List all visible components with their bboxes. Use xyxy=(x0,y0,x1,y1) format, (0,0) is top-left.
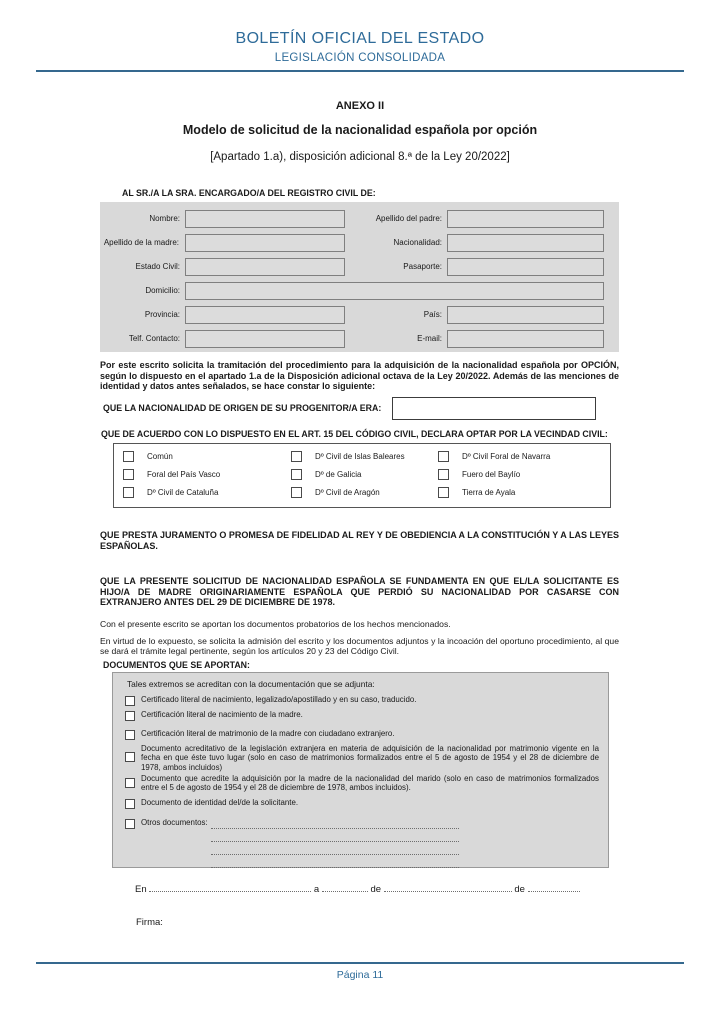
estado-civil-label: Estado Civil: xyxy=(135,262,180,271)
otros-documentos-line-3[interactable] xyxy=(211,844,459,855)
checkbox-icon[interactable] xyxy=(125,819,135,829)
documentos-intro: Tales extremos se acreditan con la documentación que se adjunta: xyxy=(127,679,375,689)
page-title: Modelo de solicitud de la nacionalidad española por opción xyxy=(182,123,538,137)
domicilio-input[interactable] xyxy=(185,282,604,300)
form-row xyxy=(100,282,619,300)
date-connector-a: a xyxy=(313,884,320,895)
documentos-box xyxy=(112,672,609,868)
date-connector-de2: de xyxy=(514,884,525,895)
aportan-paragraph: Con el presente escrito se aportan los documentos probatorios de los hechos mencionados. xyxy=(100,619,451,629)
apellido-padre-label: Apellido del padre: xyxy=(375,214,442,223)
firma-label: Firma: xyxy=(136,917,163,928)
apellido-madre-label: Apellido de la madre: xyxy=(103,238,179,247)
checkbox-icon[interactable] xyxy=(125,752,135,762)
day-fill-line[interactable] xyxy=(322,882,368,892)
vecindad-option-pais-vasco[interactable]: Foral del País Vasco xyxy=(123,469,291,480)
anexo-heading: ANEXO II xyxy=(335,100,385,112)
estado-civil-input[interactable] xyxy=(185,258,345,276)
telf-contacto-input[interactable] xyxy=(185,330,345,348)
form-row xyxy=(100,234,619,252)
boe-masthead-title: BOLETÍN OFICIAL DEL ESTADO xyxy=(235,30,485,47)
pais-input[interactable] xyxy=(447,306,604,324)
intro-paragraph: Por este escrito solicita la tramitación del procedimiento para la adquisición de la nacionalidad española por OPCIÓN, según lo dispuesto en el apartado 1.a de la Disposición adicional octava de la Ley 20/2022. Además de las menciones de identidad y datos antes señalados, se hace constar lo siguiente: xyxy=(100,360,619,392)
vecindad-option-navarra[interactable]: Dº Civil Foral de Navarra xyxy=(438,451,610,462)
vecindad-options-box xyxy=(113,443,611,508)
date-prefix: En xyxy=(135,884,147,895)
month-fill-line[interactable] xyxy=(384,882,512,892)
doc-item-adquisicion-nacionalidad-marido[interactable]: Documento que acredite la adquisición por la madre de la nacionalidad del marido (solo en caso de matrimonios formalizados entre el 5 de agosto de 1954 y el 28 de diciembre de 1978, ambos incluidos). xyxy=(125,774,599,793)
nacionalidad-label: Nacionalidad: xyxy=(393,238,442,247)
doc-item-certificado-nacimiento[interactable]: Certificado literal de nacimiento, legalizado/apostillado y en su caso, traducido. xyxy=(125,695,599,706)
checkbox-icon[interactable] xyxy=(123,451,134,462)
otros-documentos-line-4[interactable] xyxy=(211,857,459,868)
pais-label: País: xyxy=(423,310,442,319)
checkbox-icon[interactable] xyxy=(438,487,449,498)
checkbox-icon[interactable] xyxy=(125,799,135,809)
telf-contacto-label: Telf. Contacto: xyxy=(128,334,180,343)
footer-rule xyxy=(36,962,684,964)
origen-label: QUE LA NACIONALIDAD DE ORIGEN DE SU PROGENITOR/A ERA: xyxy=(103,403,382,413)
checkbox-icon[interactable] xyxy=(438,469,449,480)
form-row xyxy=(100,306,619,324)
nombre-input[interactable] xyxy=(185,210,345,228)
checkbox-icon[interactable] xyxy=(123,487,134,498)
domicilio-label: Domicilio: xyxy=(145,286,180,295)
provincia-label: Provincia: xyxy=(144,310,180,319)
form-row xyxy=(100,210,619,228)
nombre-label: Nombre: xyxy=(149,214,180,223)
vecindad-option-galicia[interactable]: Dº de Galicia xyxy=(291,469,438,480)
date-line xyxy=(135,882,580,895)
vecindad-option-baleares[interactable]: Dº Civil de Islas Baleares xyxy=(291,451,438,462)
doc-item-certificacion-matrimonio[interactable]: Certificación literal de matrimonio de la madre con ciudadano extranjero. xyxy=(125,729,599,740)
page-number: Página 11 xyxy=(336,969,384,981)
checkbox-icon[interactable] xyxy=(125,730,135,740)
otros-documentos-line-1[interactable] xyxy=(211,818,459,829)
email-input[interactable] xyxy=(447,330,604,348)
fundamento-paragraph: QUE LA PRESENTE SOLICITUD DE NACIONALIDAD ESPAÑOLA SE FUNDAMENTA EN QUE EL/LA SOLICITANTE ES HIJO/A DE MADRE ORIGINARIAMENTE ESPAÑOLA QUE PERDIÓ SU NACIONALIDAD POR CASARSE CON EXTRANJERO ANTES DEL 29 DE DICIEMBRE DE 1978. xyxy=(100,576,619,608)
vecindad-heading: QUE DE ACUERDO CON LO DISPUESTO EN EL ART. 15 DEL CÓDIGO CIVIL, DECLARA OPTAR POR LA VECINDAD CIVIL: xyxy=(101,429,608,439)
checkbox-icon[interactable] xyxy=(125,778,135,788)
origen-input[interactable] xyxy=(392,397,596,420)
juramento-paragraph: QUE PRESTA JURAMENTO O PROMESA DE FIDELIDAD AL REY Y DE OBEDIENCIA A LA CONSTITUCIÓN Y A LAS LEYES ESPAÑOLAS. xyxy=(100,530,619,551)
virtud-paragraph: En virtud de lo expuesto, se solicita la admisión del escrito y los documentos adjuntos y la incoación del oportuno procedimiento, al que se dará el trámite legal pertinente, según los artículos 20 y 23 del Código Civil. xyxy=(100,636,619,657)
doc-item-legislacion-extranjera[interactable]: Documento acreditativo de la legislación extranjera en materia de adquisición de la nacionalidad por matrimonio vigente en la fecha en que éste tuvo lugar (solo en caso de matrimonios formalizados entre el 5 de agosto de 1954 y el 28 de diciembre de 1978, ambos incluidos) xyxy=(125,744,599,772)
vecindad-option-ayala[interactable]: Tierra de Ayala xyxy=(438,487,610,498)
provincia-input[interactable] xyxy=(185,306,345,324)
doc-item-certificacion-nacimiento-madre[interactable]: Certificación literal de nacimiento de la madre. xyxy=(125,710,599,721)
apellido-padre-input[interactable] xyxy=(447,210,604,228)
vecindad-option-cataluna[interactable]: Dº Civil de Cataluña xyxy=(123,487,291,498)
vecindad-option-comun[interactable]: Común xyxy=(123,451,291,462)
checkbox-icon[interactable] xyxy=(291,487,302,498)
boe-masthead-subtitle: LEGISLACIÓN CONSOLIDADA xyxy=(274,52,446,64)
nacionalidad-input[interactable] xyxy=(447,234,604,252)
checkbox-icon[interactable] xyxy=(291,451,302,462)
page-subtitle: [Apartado 1.a), disposición adicional 8.ª de la Ley 20/2022] xyxy=(210,151,510,163)
personal-data-box xyxy=(100,202,619,352)
checkbox-icon[interactable] xyxy=(291,469,302,480)
vecindad-option-aragon[interactable]: Dº Civil de Aragón xyxy=(291,487,438,498)
registro-heading: AL SR./A LA SRA. ENCARGADO/A DEL REGISTRO CIVIL DE: xyxy=(122,188,376,198)
place-fill-line[interactable] xyxy=(149,882,311,892)
doc-item-otros-documentos[interactable]: Otros documentos: xyxy=(125,818,208,829)
date-connector-de1: de xyxy=(370,884,382,895)
checkbox-icon[interactable] xyxy=(125,696,135,706)
vecindad-option-baylio[interactable]: Fuero del Baylío xyxy=(438,469,610,480)
email-label: E-mail: xyxy=(417,334,442,343)
doc-item-documento-identidad[interactable]: Documento de identidad del/de la solicitante. xyxy=(125,798,599,809)
year-fill-line[interactable] xyxy=(528,882,580,892)
checkbox-icon[interactable] xyxy=(125,711,135,721)
form-row xyxy=(100,330,619,348)
checkbox-icon[interactable] xyxy=(123,469,134,480)
checkbox-icon[interactable] xyxy=(438,451,449,462)
header-rule xyxy=(36,70,684,72)
pasaporte-input[interactable] xyxy=(447,258,604,276)
form-row xyxy=(100,258,619,276)
documentos-heading: DOCUMENTOS QUE SE APORTAN: xyxy=(103,660,250,670)
apellido-madre-input[interactable] xyxy=(185,234,345,252)
pasaporte-label: Pasaporte: xyxy=(403,262,442,271)
otros-documentos-line-2[interactable] xyxy=(211,831,459,842)
